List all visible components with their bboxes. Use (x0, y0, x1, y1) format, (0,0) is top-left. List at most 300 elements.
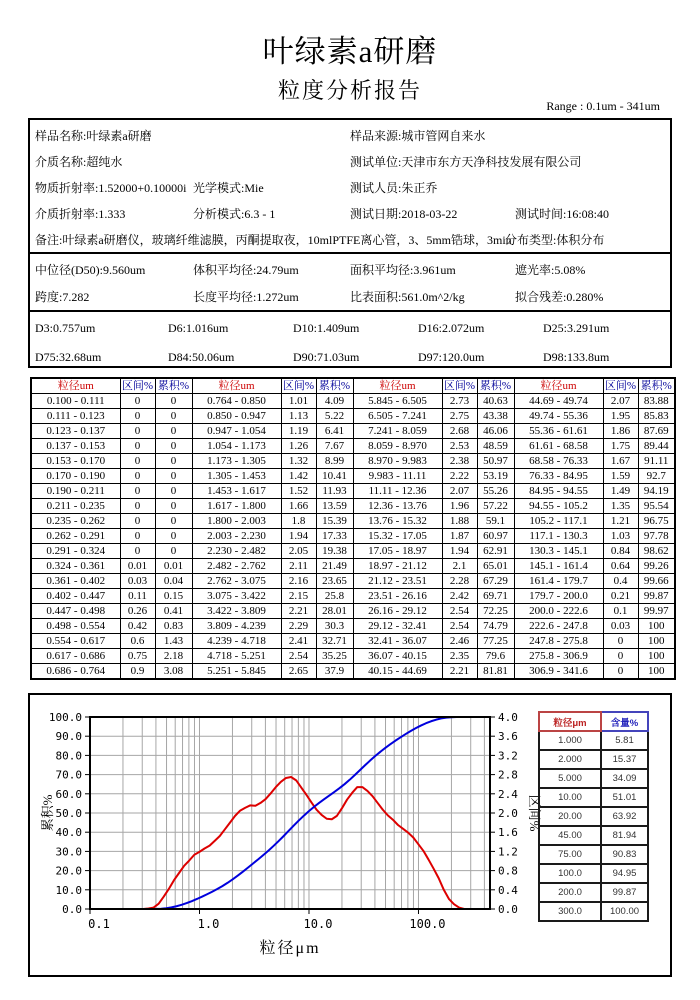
cell: 15.39 (316, 514, 353, 529)
table-row (539, 902, 648, 921)
cell: 0 (603, 664, 638, 680)
svg-text:10.0: 10.0 (303, 917, 333, 931)
cell: 59.1 (477, 514, 514, 529)
cell: 1.617 - 1.800 (192, 499, 281, 514)
cell: 2.53 (442, 439, 477, 454)
cell: 15.32 - 17.05 (353, 529, 442, 544)
svg-text:20.0: 20.0 (55, 864, 82, 878)
cell: 222.6 - 247.8 (514, 619, 603, 634)
cell: 0.15 (155, 589, 192, 604)
cell: 2.482 - 2.762 (192, 559, 281, 574)
cell: 45.00 (539, 826, 601, 845)
cell: 29.12 - 32.41 (353, 619, 442, 634)
percentile-d97: D97:120.0um (418, 350, 485, 364)
cell: 0.153 - 0.170 (31, 454, 120, 469)
field-test-time: 测试时间:16:08:40 (515, 206, 610, 221)
cell: 2.18 (155, 649, 192, 664)
cell: 8.059 - 8.970 (353, 439, 442, 454)
cell: 43.38 (477, 409, 514, 424)
cell: 1.32 (281, 454, 316, 469)
svg-text:1.6: 1.6 (498, 826, 518, 840)
cell: 99.26 (638, 559, 675, 574)
svg-text:1.0: 1.0 (197, 917, 220, 931)
cell: 1.87 (442, 529, 477, 544)
cell: 13.59 (316, 499, 353, 514)
cell: 6.41 (316, 424, 353, 439)
cell: 15.37 (601, 750, 648, 769)
field-sample-source: 样品来源:城市管网自来水 (350, 128, 486, 143)
cell: 1.35 (603, 499, 638, 514)
header-cell: 累积% (316, 378, 353, 394)
svg-text:累积%: 累积% (40, 794, 55, 832)
cell: 0.447 - 0.498 (31, 604, 120, 619)
percentile-d3: D3:0.757um (35, 321, 96, 335)
header-cell: 粒径um (353, 378, 442, 394)
cell: 5.22 (316, 409, 353, 424)
cell: 0.361 - 0.402 (31, 574, 120, 589)
cell: 100.00 (601, 902, 648, 921)
cell: 1.01 (281, 394, 316, 409)
cell: 1.42 (281, 469, 316, 484)
field-medium-name: 介质名称:超纯水 (35, 154, 123, 169)
table-row (539, 883, 648, 902)
cell: 1.800 - 2.003 (192, 514, 281, 529)
cell: 2.07 (442, 484, 477, 499)
svg-text:2.8: 2.8 (498, 768, 518, 782)
cell: 2.42 (442, 589, 477, 604)
cell: 92.7 (638, 469, 675, 484)
cell: 0 (155, 409, 192, 424)
cell: 32.41 - 36.07 (353, 634, 442, 649)
cell: 0 (120, 529, 155, 544)
header-cell: 粒径um (192, 378, 281, 394)
cell: 34.09 (601, 769, 648, 788)
cell: 2.11 (281, 559, 316, 574)
cell: 130.3 - 145.1 (514, 544, 603, 559)
header-cell: 区间% (443, 380, 476, 392)
cell: 4.239 - 4.718 (192, 634, 281, 649)
cell: 2.54 (281, 649, 316, 664)
svg-text:0.0: 0.0 (498, 903, 518, 916)
cell: 2.230 - 2.482 (192, 544, 281, 559)
cell: 74.79 (477, 619, 514, 634)
cell: 0 (603, 649, 638, 664)
cell: 26.16 - 29.12 (353, 604, 442, 619)
chart-box (28, 693, 672, 977)
cell: 0.4 (603, 574, 638, 589)
cell: 17.33 (316, 529, 353, 544)
cell: 0 (120, 454, 155, 469)
percentile-d75: D75:32.68um (35, 350, 102, 364)
cell: 28.01 (316, 604, 353, 619)
cell: 83.88 (638, 394, 675, 409)
cell: 145.1 - 161.4 (514, 559, 603, 574)
cell: 99.66 (638, 574, 675, 589)
cell: 3.075 - 3.422 (192, 589, 281, 604)
stat-span: 跨度:7.282 (35, 290, 90, 304)
cell: 105.2 - 117.1 (514, 514, 603, 529)
cell: 65.01 (477, 559, 514, 574)
percentile-d90: D90:71.03um (293, 350, 360, 364)
cell: 49.74 - 55.36 (514, 409, 603, 424)
cell: 2.16 (281, 574, 316, 589)
cell: 0 (120, 514, 155, 529)
header-cell: 粒径μm (539, 712, 601, 731)
field-material-refractive-index: 物质折射率:1.52000+0.10000i (35, 180, 187, 195)
cell: 81.94 (601, 826, 648, 845)
cell: 1.21 (603, 514, 638, 529)
cell: 1.03 (603, 529, 638, 544)
cell: 0 (155, 514, 192, 529)
cell: 61.61 - 68.58 (514, 439, 603, 454)
cell: 0.947 - 1.054 (192, 424, 281, 439)
cell: 5.845 - 6.505 (353, 394, 442, 409)
cell: 0.123 - 0.137 (31, 424, 120, 439)
cell: 9.983 - 11.11 (353, 469, 442, 484)
cell: 2.000 (539, 750, 601, 769)
percentile-d10: D10:1.409um (293, 321, 360, 335)
cell: 0.111 - 0.123 (31, 409, 120, 424)
cell: 2.22 (442, 469, 477, 484)
cell: 25.8 (316, 589, 353, 604)
field-test-date: 测试日期:2018-03-22 (350, 206, 458, 221)
cell: 63.92 (601, 807, 648, 826)
cell: 0.04 (155, 574, 192, 589)
header-cell: 区间% (282, 380, 315, 392)
cell: 46.06 (477, 424, 514, 439)
cell: 1.96 (442, 499, 477, 514)
cell: 57.22 (477, 499, 514, 514)
cell: 1.67 (603, 454, 638, 469)
cell: 84.95 - 94.55 (514, 484, 603, 499)
header-cell: 粒径um (31, 378, 120, 394)
field-optical-mode: 光学模式:Mie (193, 180, 264, 195)
cell: 0.64 (603, 559, 638, 574)
cell: 117.1 - 130.3 (514, 529, 603, 544)
cell: 2.54 (442, 604, 477, 619)
cell: 100 (638, 664, 675, 680)
cell: 0 (155, 469, 192, 484)
report-title: 叶绿素a研磨 (262, 34, 438, 69)
header-cell: 累积% (155, 378, 192, 394)
cell: 2.05 (281, 544, 316, 559)
cell: 8.99 (316, 454, 353, 469)
cell: 0 (120, 499, 155, 514)
cell: 0 (155, 439, 192, 454)
cell: 7.67 (316, 439, 353, 454)
table-row (539, 750, 648, 769)
svg-text:0.4: 0.4 (498, 883, 518, 897)
cell: 1.52 (281, 484, 316, 499)
cell: 275.8 - 306.9 (514, 649, 603, 664)
cell: 0.402 - 0.447 (31, 589, 120, 604)
svg-text:0.1: 0.1 (88, 917, 110, 931)
cell: 62.91 (477, 544, 514, 559)
cell: 200.0 (539, 883, 601, 902)
svg-text:70.0: 70.0 (55, 768, 82, 782)
sample-info-box (28, 118, 672, 368)
cell: 68.58 - 76.33 (514, 454, 603, 469)
cell: 0 (120, 439, 155, 454)
cell: 0 (120, 394, 155, 409)
stat-area-mean: 面积平均径:3.961um (350, 263, 456, 277)
cell: 85.83 (638, 409, 675, 424)
cell: 1.453 - 1.617 (192, 484, 281, 499)
cell: 0.21 (603, 589, 638, 604)
cell: 21.49 (316, 559, 353, 574)
cell: 1.75 (603, 439, 638, 454)
cell: 2.46 (442, 634, 477, 649)
cell: 0.9 (120, 664, 155, 680)
cell: 1.26 (281, 439, 316, 454)
table-row (31, 604, 675, 619)
cell: 81.81 (477, 664, 514, 680)
cell: 0.75 (120, 649, 155, 664)
header-cell: 区间% (121, 380, 154, 392)
cell: 94.55 - 105.2 (514, 499, 603, 514)
percentile-d25: D25:3.291um (543, 321, 610, 335)
cell: 200.0 - 222.6 (514, 604, 603, 619)
cell: 11.93 (316, 484, 353, 499)
cell: 23.65 (316, 574, 353, 589)
stat-obscuration: 遮光率:5.08% (515, 263, 586, 277)
table-row (31, 469, 675, 484)
cell: 94.95 (601, 864, 648, 883)
cell: 55.36 - 61.61 (514, 424, 603, 439)
cell: 2.21 (442, 664, 477, 680)
percentile-d98: D98:133.8um (543, 350, 610, 364)
table-row (539, 864, 648, 883)
sample-info-section (30, 120, 670, 252)
cell: 21.12 - 23.51 (353, 574, 442, 589)
svg-text:2.0: 2.0 (498, 807, 518, 820)
cell: 37.9 (316, 664, 353, 680)
cell: 1.94 (442, 544, 477, 559)
cell: 0 (155, 544, 192, 559)
cell: 300.0 (539, 902, 601, 921)
cell: 0 (155, 484, 192, 499)
table-row (31, 514, 675, 529)
cell: 3.422 - 3.809 (192, 604, 281, 619)
cell: 161.4 - 179.7 (514, 574, 603, 589)
cell: 99.97 (638, 604, 675, 619)
svg-text:0.0: 0.0 (62, 903, 82, 916)
svg-text:0.8: 0.8 (498, 864, 518, 878)
svg-text:3.2: 3.2 (498, 749, 518, 763)
cell: 1.19 (281, 424, 316, 439)
svg-text:2.4: 2.4 (498, 787, 518, 801)
table-row (31, 454, 675, 469)
cell: 100 (638, 634, 675, 649)
cell: 2.68 (442, 424, 477, 439)
cell: 40.63 (477, 394, 514, 409)
cell: 6.505 - 7.241 (353, 409, 442, 424)
svg-text:1.2: 1.2 (498, 845, 518, 859)
cell: 0.262 - 0.291 (31, 529, 120, 544)
cell: 0 (155, 499, 192, 514)
svg-text:100.0: 100.0 (48, 711, 82, 724)
cell: 1.95 (603, 409, 638, 424)
cell: 0.26 (120, 604, 155, 619)
cell: 0.617 - 0.686 (31, 649, 120, 664)
cell: 0.1 (603, 604, 638, 619)
cell: 10.41 (316, 469, 353, 484)
table-row (31, 499, 675, 514)
cell: 4.09 (316, 394, 353, 409)
cell: 1.94 (281, 529, 316, 544)
cell: 87.69 (638, 424, 675, 439)
cell: 90.83 (601, 845, 648, 864)
svg-text:10.0: 10.0 (55, 883, 82, 897)
cell: 91.11 (638, 454, 675, 469)
svg-text:40.0: 40.0 (55, 826, 82, 840)
cell: 2.73 (442, 394, 477, 409)
cell: 23.51 - 26.16 (353, 589, 442, 604)
cell: 97.78 (638, 529, 675, 544)
cell: 99.87 (601, 883, 648, 902)
svg-text:100.0: 100.0 (409, 917, 446, 931)
cell: 0.41 (155, 604, 192, 619)
cell: 0 (120, 544, 155, 559)
cell: 0 (155, 529, 192, 544)
cell: 10.00 (539, 788, 601, 807)
report-subtitle: 粒度分析报告 (277, 78, 422, 103)
cell: 95.54 (638, 499, 675, 514)
percentile-d6: D6:1.016um (168, 321, 229, 335)
cell: 0 (155, 454, 192, 469)
cell: 0.42 (120, 619, 155, 634)
cell: 0 (120, 409, 155, 424)
cell: 5.251 - 5.845 (192, 664, 281, 680)
range-label: Range : 0.1um - 341um (546, 99, 660, 113)
svg-text:区间%: 区间% (527, 794, 542, 832)
cell: 247.8 - 275.8 (514, 634, 603, 649)
table-row (31, 394, 675, 409)
stat-d50: 中位径(D50):9.560um (35, 263, 146, 277)
cell: 179.7 - 200.0 (514, 589, 603, 604)
field-medium-refractive-index: 介质折射率:1.333 (35, 206, 126, 221)
cell: 89.44 (638, 439, 675, 454)
cell: 0.554 - 0.617 (31, 634, 120, 649)
cell: 100.0 (539, 864, 601, 883)
cell: 60.97 (477, 529, 514, 544)
cell: 76.33 - 84.95 (514, 469, 603, 484)
stat-length-mean: 长度平均径:1.272um (193, 290, 299, 304)
cell: 19.38 (316, 544, 353, 559)
cell: 51.01 (601, 788, 648, 807)
cell: 2.003 - 2.230 (192, 529, 281, 544)
svg-text:60.0: 60.0 (55, 787, 82, 801)
cell: 1.43 (155, 634, 192, 649)
cell: 0.686 - 0.764 (31, 664, 120, 680)
cell: 0.83 (155, 619, 192, 634)
cell: 2.28 (442, 574, 477, 589)
cell: 0.01 (120, 559, 155, 574)
table-row (31, 634, 675, 649)
cell: 0 (120, 424, 155, 439)
cell: 0.03 (603, 619, 638, 634)
header-cell: 含量% (601, 712, 648, 731)
cell: 35.25 (316, 649, 353, 664)
cell: 0.137 - 0.153 (31, 439, 120, 454)
cell: 1.305 - 1.453 (192, 469, 281, 484)
cell: 48.59 (477, 439, 514, 454)
cell: 306.9 - 341.6 (514, 664, 603, 680)
distribution-table-body (31, 394, 675, 680)
cell: 5.81 (601, 731, 648, 750)
table-row (539, 845, 648, 864)
cell: 17.05 - 18.97 (353, 544, 442, 559)
svg-text:90.0: 90.0 (55, 730, 82, 744)
table-row (31, 409, 675, 424)
cell: 1.13 (281, 409, 316, 424)
cell: 0 (120, 469, 155, 484)
table-row (31, 559, 675, 574)
field-remarks: 备注:叶绿素a研磨仪，玻璃纤维滤膜，丙酮提取夜，10mlPTFE离心管，3、5mm锆球，3min (35, 232, 512, 247)
table-row (31, 544, 675, 559)
cell: 0 (155, 394, 192, 409)
cell: 0.11 (120, 589, 155, 604)
cell: 30.3 (316, 619, 353, 634)
cell: 0.764 - 0.850 (192, 394, 281, 409)
header-cell: 累积% (638, 378, 675, 394)
stat-specific-surface: 比表面积:561.0m^2/kg (350, 290, 465, 304)
cell: 0 (120, 484, 155, 499)
svg-text:4.0: 4.0 (498, 711, 518, 724)
cell: 98.62 (638, 544, 675, 559)
cell: 3.08 (155, 664, 192, 680)
cell: 0.170 - 0.190 (31, 469, 120, 484)
stats-section (30, 254, 670, 310)
percentile-d16: D16:2.072um (418, 321, 485, 335)
cell: 2.21 (281, 604, 316, 619)
cell: 69.71 (477, 589, 514, 604)
cell: 32.71 (316, 634, 353, 649)
cell: 94.19 (638, 484, 675, 499)
cell: 100 (638, 619, 675, 634)
cell: 2.54 (442, 619, 477, 634)
percentile-d84: D84:50.06um (168, 350, 235, 364)
table-row (31, 574, 675, 589)
cell: 1.49 (603, 484, 638, 499)
cell: 2.75 (442, 409, 477, 424)
field-test-person: 测试人员:朱正乔 (350, 180, 438, 195)
table-row (31, 424, 675, 439)
cell: 79.6 (477, 649, 514, 664)
cell: 2.07 (603, 394, 638, 409)
table-row (31, 664, 675, 680)
cell: 0.01 (155, 559, 192, 574)
cell: 1.054 - 1.173 (192, 439, 281, 454)
cell: 12.36 - 13.76 (353, 499, 442, 514)
distribution-table-head (31, 378, 675, 394)
distribution-table (30, 377, 676, 680)
cell: 1.66 (281, 499, 316, 514)
svg-text:30.0: 30.0 (55, 845, 82, 859)
cell: 0.6 (120, 634, 155, 649)
cell: 2.762 - 3.075 (192, 574, 281, 589)
cell: 0.03 (120, 574, 155, 589)
table-row (31, 529, 675, 544)
cell: 40.15 - 44.69 (353, 664, 442, 680)
cell: 3.809 - 4.239 (192, 619, 281, 634)
cell: 4.718 - 5.251 (192, 649, 281, 664)
cell: 1.000 (539, 731, 601, 750)
cell: 2.38 (442, 454, 477, 469)
cell: 8.970 - 9.983 (353, 454, 442, 469)
cell: 2.41 (281, 634, 316, 649)
table-row (31, 619, 675, 634)
